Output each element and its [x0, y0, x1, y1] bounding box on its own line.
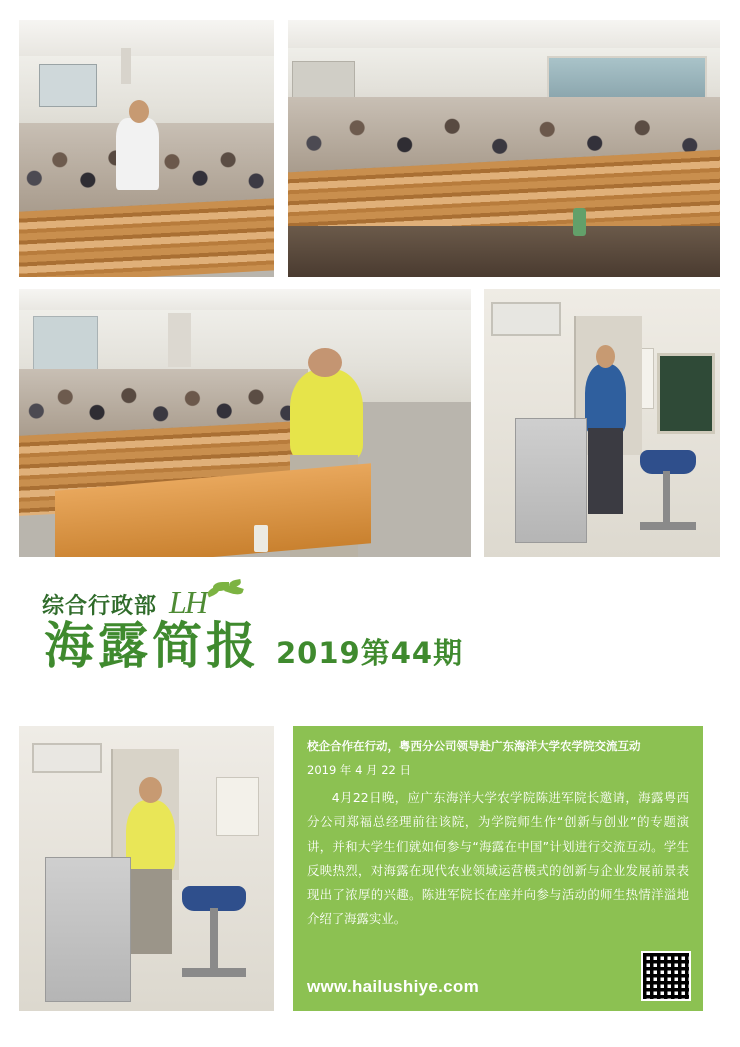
standing-student-head: [129, 100, 149, 123]
department-label: 综合行政部: [42, 594, 158, 619]
front-bench: [288, 226, 720, 277]
speaker-head: [139, 777, 162, 803]
stool-seat: [182, 886, 246, 912]
speaker-trousers: [588, 428, 623, 514]
photo-speaker-at-desk-with-students: [19, 289, 471, 557]
water-bottle: [573, 208, 586, 236]
air-conditioner: [32, 743, 102, 773]
article-date: 2019 年 4 月 22 日: [307, 763, 411, 778]
title-line: [44, 617, 464, 675]
photo-speaker-yellow-shirt-podium: [19, 726, 274, 1011]
podium: [45, 857, 131, 1002]
photo-audience-standing-question: [19, 20, 274, 277]
pillar: [168, 313, 191, 367]
speaker-trousers: [131, 869, 172, 955]
pillar: [121, 48, 131, 84]
water-bottle: [254, 525, 268, 552]
stool-post: [663, 471, 670, 525]
wall-poster: [216, 777, 259, 836]
photo-speaker-blue-shirt-podium: [484, 289, 720, 557]
speaker-yellow-shirt: [290, 369, 362, 460]
standing-student-white-shirt: [116, 118, 159, 190]
qr-code-icon[interactable]: [641, 951, 691, 1001]
website-link[interactable]: www.hailushiye.com: [307, 977, 479, 996]
article-headline: 校企合作在行动，粤西分公司领导赴广东海洋大学农学院交流互动: [307, 739, 641, 753]
stool-post: [210, 908, 218, 971]
air-conditioner: [491, 302, 561, 335]
article-footer: [307, 951, 691, 1001]
department-line: [42, 582, 253, 620]
masthead: [0, 568, 740, 716]
speaker-head: [596, 345, 615, 368]
speaker-blue-shirt: [585, 364, 625, 434]
logo-letters: LH: [169, 584, 206, 620]
article-panel: [293, 726, 703, 1011]
window: [39, 64, 97, 107]
podium: [515, 418, 588, 543]
green-chalkboard: [657, 353, 715, 434]
page-title: 海露简报: [44, 617, 260, 675]
photo-lecture-hall-full-audience: [288, 20, 720, 277]
issue-label: 2019第44期: [276, 636, 464, 670]
speaker-yellow-shirt: [126, 800, 174, 874]
window: [33, 316, 98, 377]
article-body: 4月22日晚，应广东海洋大学农学院陈进军院长邀请，海露粤西分公司郑福总经理前往该院，为学院师生作“创新与创业”的专题演讲，并和大学生们就如何参与“海露在中国”计划进行交流互动。学生反映热烈，对海露在现代农业领域运营模式的创新与企业发展前景表现出了浓厚的兴趣。陈进军院长在座并向参与活动的师生热情洋溢地介绍了海露实业。: [307, 790, 689, 927]
leaf-icon: [206, 586, 221, 598]
lh-logo: [167, 582, 253, 620]
desk-rows: [19, 198, 274, 277]
stool-base: [640, 522, 697, 530]
ceiling: [19, 20, 274, 61]
stool-base: [182, 968, 246, 977]
